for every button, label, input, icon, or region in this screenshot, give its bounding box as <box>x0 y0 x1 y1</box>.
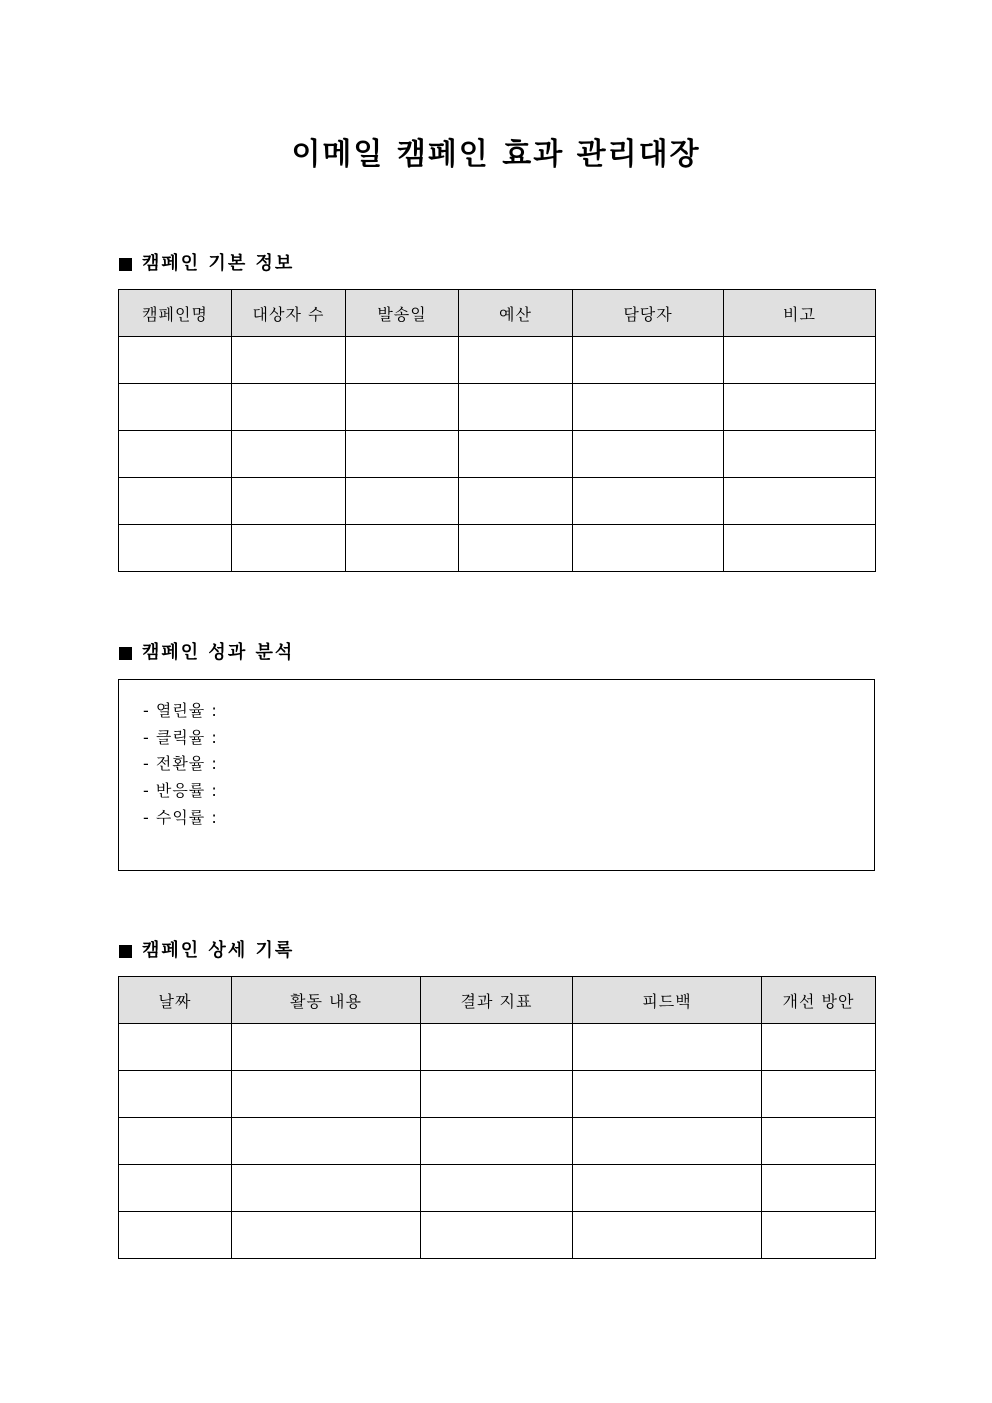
table-row <box>119 525 876 572</box>
table-cell[interactable] <box>459 431 573 478</box>
table-cell[interactable] <box>119 1118 232 1165</box>
table-cell[interactable] <box>119 337 232 384</box>
column-header: 비고 <box>724 290 876 337</box>
list-item[interactable] <box>143 805 224 832</box>
table-cell[interactable] <box>232 1118 421 1165</box>
column-header: 발송일 <box>346 290 459 337</box>
table-cell[interactable] <box>573 478 724 525</box>
table-cell[interactable] <box>232 384 346 431</box>
table-cell[interactable] <box>232 478 346 525</box>
table-cell[interactable] <box>421 1118 573 1165</box>
table-header-row <box>119 290 876 337</box>
table-cell[interactable] <box>459 337 573 384</box>
table-cell[interactable] <box>573 1118 762 1165</box>
table-cell[interactable] <box>573 525 724 572</box>
table-row <box>119 1024 876 1071</box>
section-heading-detail-log <box>119 939 294 963</box>
table-cell[interactable] <box>119 1165 232 1212</box>
column-header: 피드백 <box>573 977 762 1024</box>
section-heading-text: 캠페인 성과 분석 <box>142 642 295 663</box>
table-cell[interactable] <box>459 478 573 525</box>
table-cell[interactable] <box>232 431 346 478</box>
section-heading-basic-info <box>119 252 294 276</box>
table-cell[interactable] <box>573 1024 762 1071</box>
table-cell[interactable] <box>762 1165 876 1212</box>
table-header-row <box>119 977 876 1024</box>
list-item[interactable] <box>143 751 224 778</box>
table-cell[interactable] <box>421 1212 573 1259</box>
table-cell[interactable] <box>724 431 876 478</box>
table-row <box>119 1212 876 1259</box>
table-cell[interactable] <box>346 337 459 384</box>
column-header: 날짜 <box>119 977 232 1024</box>
table-cell[interactable] <box>724 337 876 384</box>
square-bullet-icon <box>119 945 132 958</box>
basic-info-table <box>118 289 876 572</box>
table-row <box>119 1071 876 1118</box>
column-header: 예산 <box>459 290 573 337</box>
table-cell[interactable] <box>119 525 232 572</box>
table-cell[interactable] <box>119 431 232 478</box>
table-row <box>119 1118 876 1165</box>
column-header: 담당자 <box>573 290 724 337</box>
table-row <box>119 384 876 431</box>
table-cell[interactable] <box>232 525 346 572</box>
table-cell[interactable] <box>232 1165 421 1212</box>
table-cell[interactable] <box>119 478 232 525</box>
metric-label: - 클릭율 : <box>143 727 218 747</box>
column-header: 결과 지표 <box>421 977 573 1024</box>
list-item[interactable] <box>143 778 224 805</box>
section-heading-text: 캠페인 상세 기록 <box>142 940 295 961</box>
table-cell[interactable] <box>762 1024 876 1071</box>
section-heading-performance <box>119 641 294 665</box>
table-cell[interactable] <box>421 1071 573 1118</box>
table-cell[interactable] <box>573 1212 762 1259</box>
metric-label: - 열린율 : <box>143 701 218 720</box>
list-item[interactable] <box>143 725 224 752</box>
table-cell[interactable] <box>724 525 876 572</box>
table-row <box>119 1165 876 1212</box>
table-cell[interactable] <box>724 478 876 525</box>
table-cell[interactable] <box>232 337 346 384</box>
performance-box <box>118 679 875 871</box>
metric-label: - 수익률 : <box>143 807 218 827</box>
table-cell[interactable] <box>573 1071 762 1118</box>
square-bullet-icon <box>119 258 132 271</box>
column-header: 활동 내용 <box>232 977 421 1024</box>
table-cell[interactable] <box>421 1024 573 1071</box>
column-header: 대상자 수 <box>232 290 346 337</box>
table-cell[interactable] <box>573 337 724 384</box>
table-cell[interactable] <box>762 1212 876 1259</box>
table-row <box>119 478 876 525</box>
table-cell[interactable] <box>346 431 459 478</box>
table-cell[interactable] <box>421 1165 573 1212</box>
square-bullet-icon <box>119 647 132 660</box>
metric-label: - 전환율 : <box>143 754 218 774</box>
table-row <box>119 431 876 478</box>
page-title: 이메일 캠페인 효과 관리대장 <box>291 137 701 172</box>
table-cell[interactable] <box>119 1212 232 1259</box>
table-cell[interactable] <box>232 1071 421 1118</box>
metric-label: - 반응률 : <box>143 781 218 801</box>
table-cell[interactable] <box>573 1165 762 1212</box>
table-cell[interactable] <box>573 384 724 431</box>
table-row <box>119 337 876 384</box>
table-cell[interactable] <box>762 1071 876 1118</box>
list-item[interactable] <box>143 698 224 725</box>
table-cell[interactable] <box>762 1118 876 1165</box>
table-cell[interactable] <box>232 1212 421 1259</box>
column-header: 개선 방안 <box>762 977 876 1024</box>
section-heading-text: 캠페인 기본 정보 <box>142 253 295 274</box>
table-cell[interactable] <box>573 431 724 478</box>
table-cell[interactable] <box>724 384 876 431</box>
table-cell[interactable] <box>346 525 459 572</box>
performance-list <box>143 698 224 832</box>
table-cell[interactable] <box>119 384 232 431</box>
table-cell[interactable] <box>459 384 573 431</box>
table-cell[interactable] <box>346 384 459 431</box>
table-cell[interactable] <box>119 1024 232 1071</box>
table-cell[interactable] <box>232 1024 421 1071</box>
column-header: 캠페인명 <box>119 290 232 337</box>
table-cell[interactable] <box>119 1071 232 1118</box>
table-cell[interactable] <box>459 525 573 572</box>
detail-log-table <box>118 976 876 1259</box>
table-cell[interactable] <box>346 478 459 525</box>
